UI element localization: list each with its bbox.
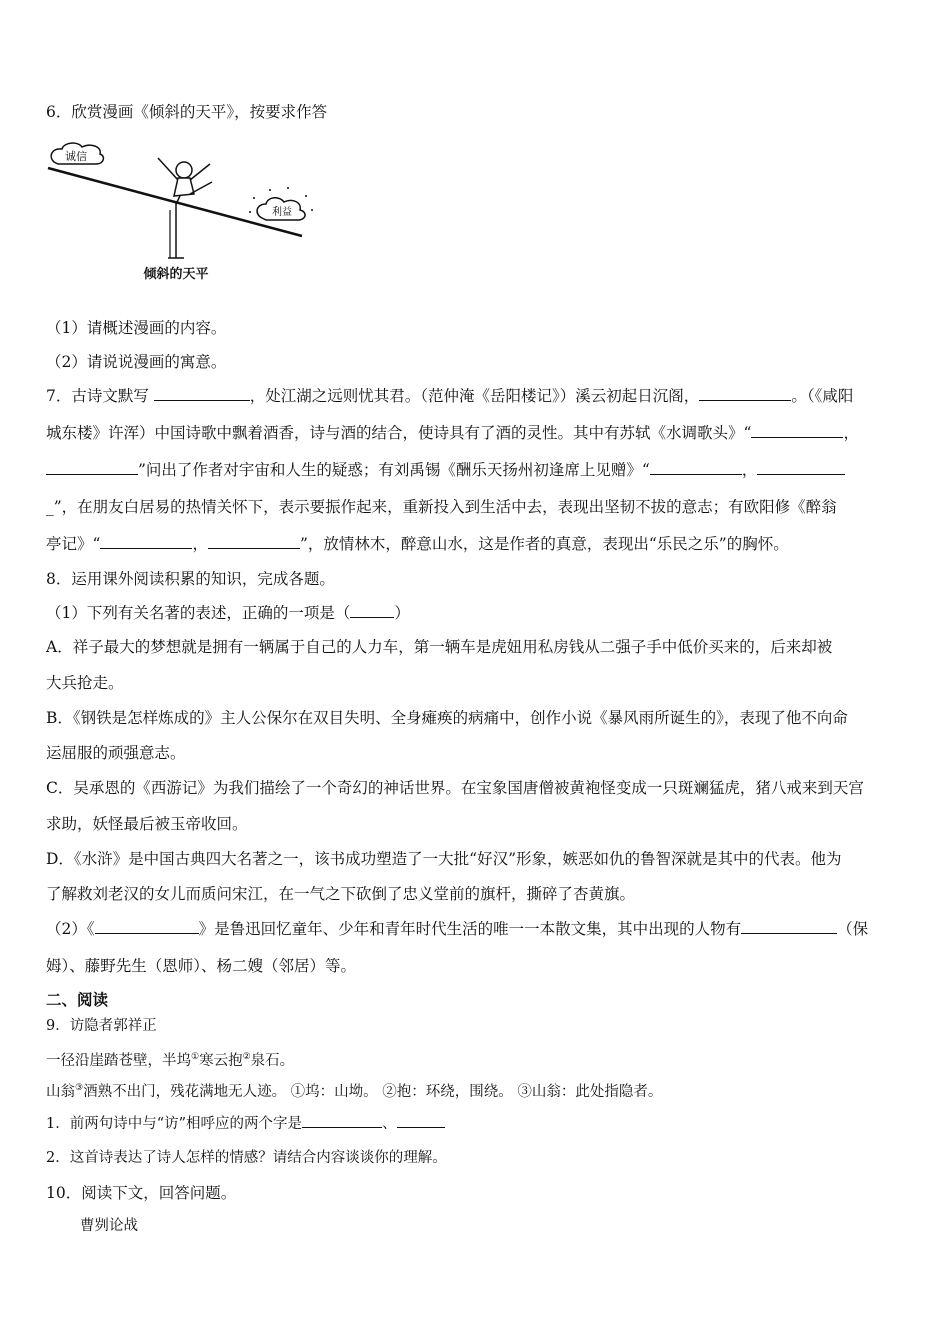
q8-sub2-line2: 姆）、藤野先生（恩师）、杨二嫂（邻居）等。 [46, 957, 357, 975]
q6-sub2: （2）请说说漫画的寓意。 [46, 353, 227, 371]
q9-blank-1[interactable] [302, 1113, 382, 1128]
q10-title: 10．阅读下文，回答问题。 [46, 1184, 237, 1202]
q10-passage-title: 曹刿论战 [80, 1218, 138, 1234]
q8-blank-book[interactable] [95, 919, 199, 934]
q7-blank-7[interactable] [100, 534, 192, 549]
comic-tilted-balance [44, 140, 324, 288]
q9-question2: 2．这首诗表达了诗人怎样的情感？请结合内容谈谈你的理解。 [46, 1150, 447, 1166]
q7-blank-5[interactable] [650, 460, 742, 475]
q7-blank-6[interactable] [757, 460, 845, 475]
q9-poem-line1: 一径沿崖踏苍壁，半坞①寒云抱②泉石。 [46, 1052, 295, 1069]
q6-sub1: （1）请概述漫画的内容。 [46, 319, 227, 337]
q8-option-d-line1: D．《水浒》是中国古典四大名著之一，该书成功塑造了一大批“好汉”形象，嫉恶如仇的鲁智深就是其中的代表。他为 [46, 850, 842, 868]
section-title-reading: 二、阅读 [46, 990, 109, 1009]
q8-option-b-line1: B．《钢铁是怎样炼成的》主人公保尔在双目失明、全身瘫痪的病痛中，创作小说《暴风雨所诞生的》，表现了他不向命 [46, 709, 848, 727]
q8-blank-person[interactable] [741, 919, 837, 934]
q7-line3: ”问出了作者对宇宙和人生的疑惑；有刘禹锡《酬乐天扬州初逢席上见赠》“ ， [46, 460, 845, 480]
q8-sub1: （1）下列有关名著的表述，正确的一项是（ ） [46, 604, 410, 622]
q7-line5: 亭记》“ ， ”，放情林木，醉意山水，这是作者的真意，表现出“乐民之乐”的胸怀。 [46, 535, 789, 553]
q7-line2: 城东楼》许浑）中国诗歌中飘着酒香，诗与酒的结合，使诗具有了酒的灵性。其中有苏轼《水调歌头》“ ， [46, 424, 859, 442]
q9-question1: 1．前两句诗中与“访”相呼应的两个字是 、 [46, 1113, 445, 1134]
q8-option-a-line1: A．祥子最大的梦想就是拥有一辆属于自己的人力车，第一辆车是虎妞用私房钱从二强子手中低价买来的，后来却被 [46, 638, 833, 656]
person-figure-icon [158, 158, 212, 204]
q8-option-a-line2: 大兵抢走。 [46, 674, 124, 692]
q6-title: 6．欣赏漫画《倾斜的天平》，按要求作答 [46, 103, 328, 121]
q7-blank-8[interactable] [208, 534, 300, 549]
q8-option-c-line1: C．吴承恩的《西游记》为我们描绘了一个奇幻的神话世界。在宝象国唐僧被黄袍怪变成一只斑斓猛虎，猪八戒来到天宫 [46, 779, 864, 797]
q9-blank-2[interactable] [397, 1113, 445, 1128]
q8-option-d-line2: 了解救刘老汉的女儿而质问宋江，在一气之下砍倒了忠义堂前的旗杆，撕碎了杏黄旗。 [46, 885, 636, 903]
q7-line1: 7．古诗文默写 ，处江湖之远则忧其君。（范仲淹《岳阳楼记》）溪云初起日沉阁， 。（《咸阳 [46, 387, 854, 405]
right-cloud-label: 利益 [272, 207, 292, 218]
q8-answer-blank[interactable] [350, 603, 394, 618]
q8-option-b-line2: 运屈服的顽强意志。 [46, 744, 186, 762]
q7-blank-4[interactable] [46, 460, 138, 475]
q7-blank-2[interactable] [699, 386, 791, 401]
q7-blank-3[interactable] [751, 423, 843, 438]
q8-title: 8．运用课外阅读积累的知识，完成各题。 [46, 570, 335, 588]
comic-caption: 倾斜的天平 [143, 267, 209, 282]
balance-beam [48, 168, 302, 236]
q8-option-c-line2: 求助，妖怪最后被玉帝收回。 [46, 815, 248, 833]
q7-line4: _”，在朋友白居易的热情关怀下，表示要振作起来，重新投入到生活中去，表现出坚韧不拔的意志；有欧阳修《醉翁 [46, 498, 837, 516]
q9-title: 9．访隐者郭祥正 [46, 1018, 157, 1034]
left-cloud-label: 诚信 [65, 150, 87, 163]
q7-blank-1[interactable] [154, 386, 250, 401]
q9-poem-line2: 山翁③酒熟不出门，残花满地无人迹。 ①坞：山坳。 ②抱：环绕，围绕。 ③山翁：此处指隐者。 [46, 1083, 663, 1100]
q8-sub2: （2）《 》是鲁迅回忆童年、少年和青年时代生活的唯一一本散文集，其中出现的人物有 （保 [46, 920, 869, 938]
